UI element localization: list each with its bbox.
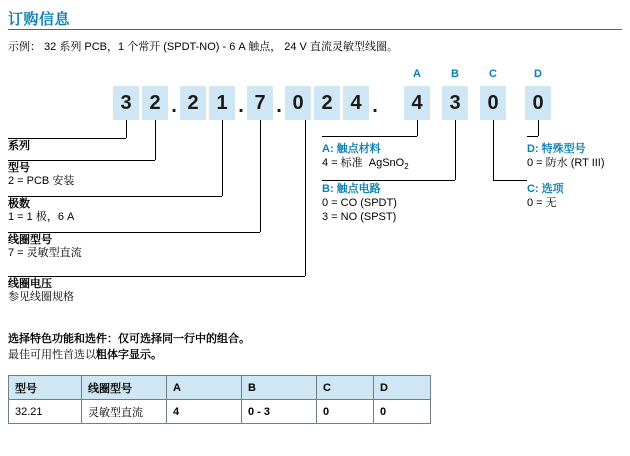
table-header-b: B [242,376,317,400]
code-digit-d: 0 [525,86,551,120]
code-digit-7: 2 [314,86,340,120]
leader-line-poles-h [8,196,222,197]
code-digit-3: 2 [180,86,206,120]
code-digit-c: 0 [480,86,506,120]
left-item-type [8,162,74,188]
code-digit-4: 1 [209,86,235,120]
table-cell-model: 32.21 [9,400,82,424]
leader-line-type-v [155,120,156,160]
right-item-c-head: C: 选项 [527,183,564,195]
right-item-b-line-1: 0 = CO (SPDT) [322,197,397,209]
selection-table [8,375,431,424]
table-cell-d: 0 [374,400,431,424]
left-item-type-head: 型号 [8,162,30,174]
leader-line-type-h [8,160,155,161]
code-digit-a: 4 [404,86,430,120]
leader-line-c-h [493,180,527,181]
table-cell-coil-type: 灵敏型直流 [82,400,167,424]
leader-line-d-v [538,120,539,136]
leader-line-a-v [417,120,418,136]
left-item-poles [8,198,74,224]
leader-line-a-h [322,136,417,137]
code-digit-6: 0 [285,86,311,120]
table-header-row [9,376,431,400]
code-digit-b: 3 [442,86,468,120]
code-separator-2: . [238,95,244,117]
note-line-1: 选择特色功能和选件：仅可选择同一行中的组合。 [8,333,250,345]
code-digit-5: 7 [247,86,273,120]
right-item-c [527,182,564,210]
leader-line-coil-voltage-v [305,120,306,276]
left-item-coil-voltage-sub: 参见线圈规格 [8,291,74,303]
right-item-a-head: A: 触点材料 [322,143,381,155]
table-header-model: 型号 [9,376,82,400]
leader-line-coil-type-h [8,232,260,233]
top-label-d: D [534,68,542,80]
table-cell-b: 0 - 3 [242,400,317,424]
leader-line-coil-type-v [260,120,261,232]
page-title: 订购信息 [8,11,71,28]
table-header-c: C [317,376,374,400]
table-header-d: D [374,376,431,400]
right-item-d-head: D: 特殊型号 [527,143,586,155]
code-separator-3: . [276,95,282,117]
code-digit-2: 2 [142,86,168,120]
leader-line-b-v [455,120,456,180]
right-item-b [322,182,397,224]
part-number-code-row [0,86,630,120]
right-item-b-line-2: 3 = NO (SPST) [322,211,397,223]
top-label-c: C [489,68,497,80]
top-label-b: B [451,68,459,80]
table-header-coil-type: 线圈型号 [82,376,167,400]
left-item-coil-type [8,234,82,260]
table-row [9,400,431,424]
left-item-poles-head: 极数 [8,198,30,210]
left-item-type-sub: 2 = PCB 安装 [8,175,75,187]
example-line: 示例： 32 系列 PCB，1 个常开 (SPDT-NO) - 6 A 触点， 24 V 直流灵敏型线圈。 [8,41,398,53]
right-item-b-head: B: 触点电路 [322,183,381,195]
left-item-coil-type-sub: 7 = 灵敏型直流 [8,247,82,259]
left-item-coil-voltage [8,278,74,304]
leader-line-b-h [322,180,455,181]
right-item-d [527,142,605,170]
table-cell-c: 0 [317,400,374,424]
leader-line-series-v [126,120,127,138]
right-item-a-line-1: 4 = 标准 AgSnO$_2$ [322,157,409,172]
table-header-a: A [167,376,242,400]
code-digit-8: 4 [343,86,369,120]
top-label-a: A [413,68,421,80]
code-digit-1: 3 [113,86,139,120]
leader-line-c-v [493,120,494,180]
note-line-2: 最佳可用性首选以粗体字显示。 [8,349,162,361]
code-separator-1: . [171,95,177,117]
leader-line-series-h [8,138,126,139]
leader-line-d-h [527,136,538,137]
code-separator-4: . [372,95,378,117]
right-item-d-line-1: 0 = 防水 (RT III) [527,157,605,169]
title-divider [8,29,622,30]
left-item-poles-sub: 1 = 1 极，6 A [8,211,75,223]
table-cell-a: 4 [167,400,242,424]
right-item-a [322,142,409,174]
left-item-series [8,140,30,153]
leader-line-poles-v [222,120,223,196]
left-item-series-head: 系列 [8,140,30,152]
left-item-coil-voltage-head: 线圈电压 [8,278,52,290]
right-item-c-line-1: 0 = 无 [527,197,557,209]
leader-line-coil-voltage-h [8,276,305,277]
left-item-coil-type-head: 线圈型号 [8,234,52,246]
